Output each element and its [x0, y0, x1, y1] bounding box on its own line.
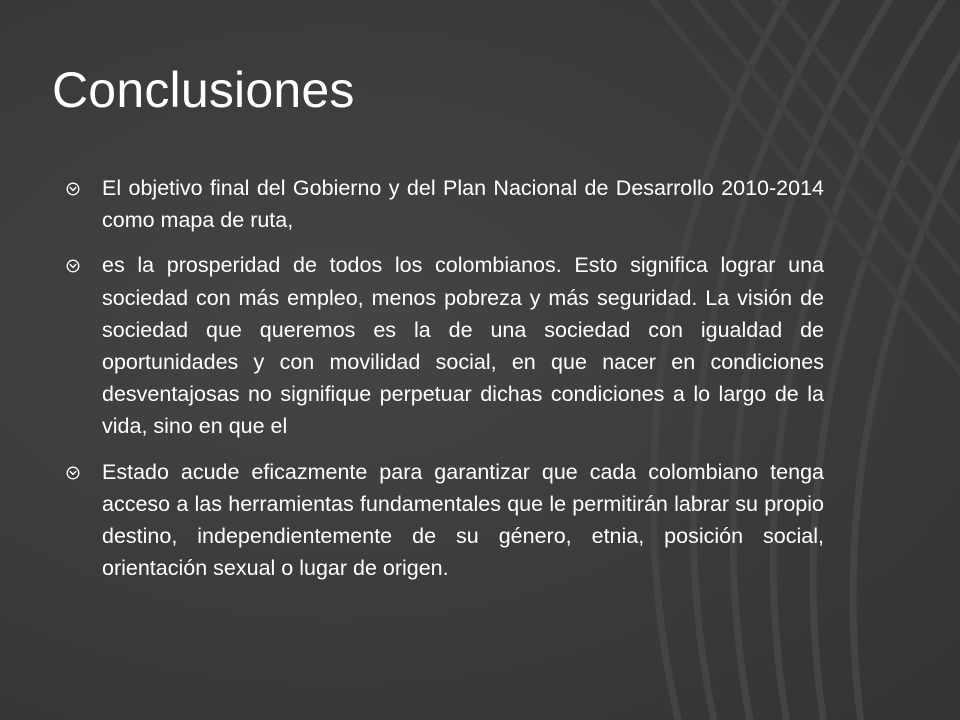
background-stripe: [853, 0, 960, 720]
circled-chevron-down-icon: [66, 456, 102, 490]
slide-title: Conclusiones: [52, 62, 355, 118]
circled-chevron-down-icon: [66, 172, 102, 206]
bullet-item: [66, 172, 824, 236]
bullet-text: El objetivo final del Gobierno y del Plan Nacional de Desarrollo 2010-2014 como mapa de ruta,: [102, 176, 824, 233]
background-stripe: [813, 0, 960, 720]
bullet-item: [66, 249, 824, 442]
bullet-list: [66, 172, 824, 597]
bullet-text: Estado acude eficazmente para garantizar que cada colombiano tenga acceso a las herramientas fundamentales que le permitirán labrar su propio destino, independientemente de su género, etnia, posición social, orientación sexual o lugar de origen.: [102, 459, 824, 581]
bullet-item: [66, 456, 824, 585]
bullet-text: es la prosperidad de todos los colombianos. Esto significa lograr una sociedad con más empleo, menos pobreza y más seguridad. La visión de sociedad que queremos es la de una sociedad con igualdad de oportunidades y con movilidad social, en que nacer en condiciones desventajosas no signifique perpetuar dichas condiciones a lo largo de la vida, sino en que el: [102, 253, 824, 439]
circled-chevron-down-icon: [66, 249, 102, 283]
